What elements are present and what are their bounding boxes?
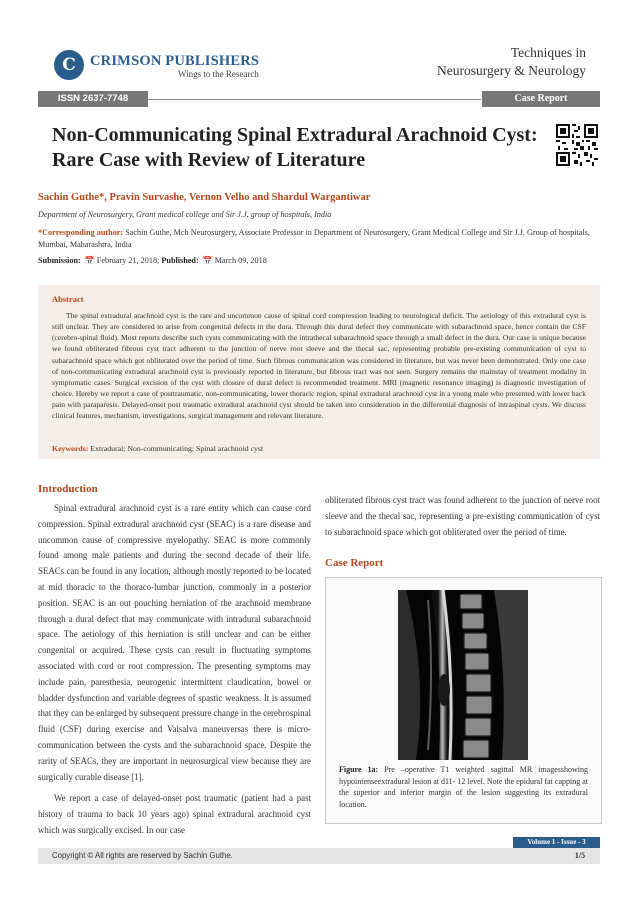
introduction-text [38,501,311,839]
corresponding-author-label: *Corresponding author: [38,228,124,237]
abstract-text: The spinal extradural arachnoid cyst is the rare and uncommon cause of spinal cord compression leading to neurological deficit. The aetiology of this extradural cyst is still unclear. They are considered to arise from congenital defects in the dura. Through this dural defect they communicate with subarachnoid space, hence contain the CSF (cerebro-spinal fluid). Most reports describe such cysts communicating with the intrathecal subarachnoid space through a small defect in the dura. Our case is unique because we found obliterated fibrous cyst tract adherent to the junction of nerve root sleeve and the thecal sac, representing probable pre-existing communication of cyst to subarachnoid space which got obliterated over the period of time. Such fibrous communication was considered in literature, but was never been demonstrated. Only one case of non-communicating extradural arachnoid cyst is previously reported in literature, but fibrous tract was not seen. Surgery remains the mainstay of treatment modality in symptomatic cases. Surgical excision of the cyst with closure of dural defect is recommended treatment. MRI (magnetic resonance imaging) is diagnostic investigation of choice. Hereby we report a case of posttraumatic, non-communicating, lower thoracic region, spinal extradural arachnoid cyst in a young male who presented with lower back pain with paraparesis. Delayed-onset post traumatic extradural arachnoid cyst should be taken into consideration in the differential diagnosis of intraspinal cysts. We discuss clinical features, mechanism, investigations, surgical management and relevant literature. [52,311,586,421]
header-divider [148,99,481,100]
submission-label: Submission: [38,256,81,265]
submission-date: February 21, 2018; [96,256,160,265]
article-title: Non-Communicating Spinal Extradural Arachnoid Cyst: Rare Case with Review of Literature [52,124,538,171]
publisher-name: CRIMSON PUBLISHERS [90,53,260,69]
page-number: 1/5 [574,851,586,860]
introduction-heading: Introduction [38,483,98,495]
corresponding-author [38,227,600,251]
published-date: March 09, 2018 [214,256,267,265]
keywords [52,444,263,453]
calendar-icon: 📅 [202,256,213,265]
article-dates [38,256,267,265]
article-type-badge: Case Report [482,91,600,107]
publisher-tagline: Wings to the Research [178,69,259,79]
copyright-notice: Copyright © All rights are reserved by Sachin Guthe. [52,851,233,860]
author-list: Sachin Guthe*, Pravin Survashe, Vernon Velho and Shardul Wargantiwar [38,192,371,203]
keywords-label: Keywords: [52,444,89,453]
introduction-continued-text: obliterated fibrous cyst tract was found adherent to the junction of nerve root sleeve and the thecal sac, representing a pre-existing communication of cyst to subarachnoid space which got obliterated over the period of time. [325,495,600,537]
calendar-icon: 📅 [84,256,95,265]
figure-caption-text: Pre –operative T1 weighted sagittal MR imagesshowing hypointenseextradural lesion at d11- 12 level. Note the epidural fat capping at the superior and inferior margin of the lesion suggesting its extradural location. [339,765,588,810]
keywords-text: Extradural; Non-communicating; Spinal arachnoid cyst [90,444,264,453]
case-report-heading: Case Report [325,557,384,569]
journal-name [437,44,586,80]
corresponding-author-text: Sachin Guthe, Mch Neurosurgery, Associate Professor in Department of Neurosurgery, Grant Medical College and Sir J.J. Group of hospitals, Mumbai, Maharashtra, India [38,228,590,249]
volume-issue-badge: Volume 1 - Issue - 3 [513,837,600,848]
publisher-logo: C [54,50,84,80]
qr-code-icon [556,124,598,166]
figure-label: Figure 1a: [339,765,379,774]
introduction-paragraph-1: Spinal extradural arachnoid cyst is a rare entity which can cause cord compression. Spinal extradural arachnoid cyst (SEAC) is a rare disease and uncommon cause of compressive myelopathy. SEAC is more commonly found among male patients and during the second decade of their life. SEACs can be found in any location, although mostly reported to be located at mid thoracic to the thoraco-lumbar junction, commonly in a posterior position. SEAC is an out pouching herniation of the arachnoid membrane through a dural defect that may communicate with intradural subarachnoid space. The aetiology of this herniation is still unclear and can be either congenital or acquired. These cysts can result in fluctuating symptoms associated with cord or root compression. The presenting symptoms may include pain, paresthesia, neurogenic intermittent claudication, bowel or bladder dysfunction and variable degrees of spastic weakness. It is assumed that they can be enlarged by subsequent pressure change in the cerebrospinal fluid (CSF) during exercise and Valsalva maneuversas there is micro-communication between the cysts and the subarachnoid space. Despite the rarity of SEACs, they are important in neurosurgical view because they are surgically curable disease [1]. [38,503,311,782]
abstract-heading: Abstract [52,294,84,304]
issn-badge: ISSN 2637-7748 [38,91,148,107]
affiliation: Department of Neurosurgery, Grant medical college and Sir J.J. group of hospitals, India [38,210,332,219]
journal-name-line1: Techniques in [510,45,586,60]
figure-caption [339,764,588,811]
mri-sagittal-image [398,590,528,760]
introduction-paragraph-2: We report a case of delayed-onset post traumatic (patient had a past history of trauma to back 10 years ago) spinal extradural arachnoid cyst which was surgically excised. In our case [38,793,311,835]
introduction-continued [325,493,600,540]
published-label: Published: [161,256,199,265]
journal-name-line2: Neurosurgery & Neurology [437,63,586,78]
